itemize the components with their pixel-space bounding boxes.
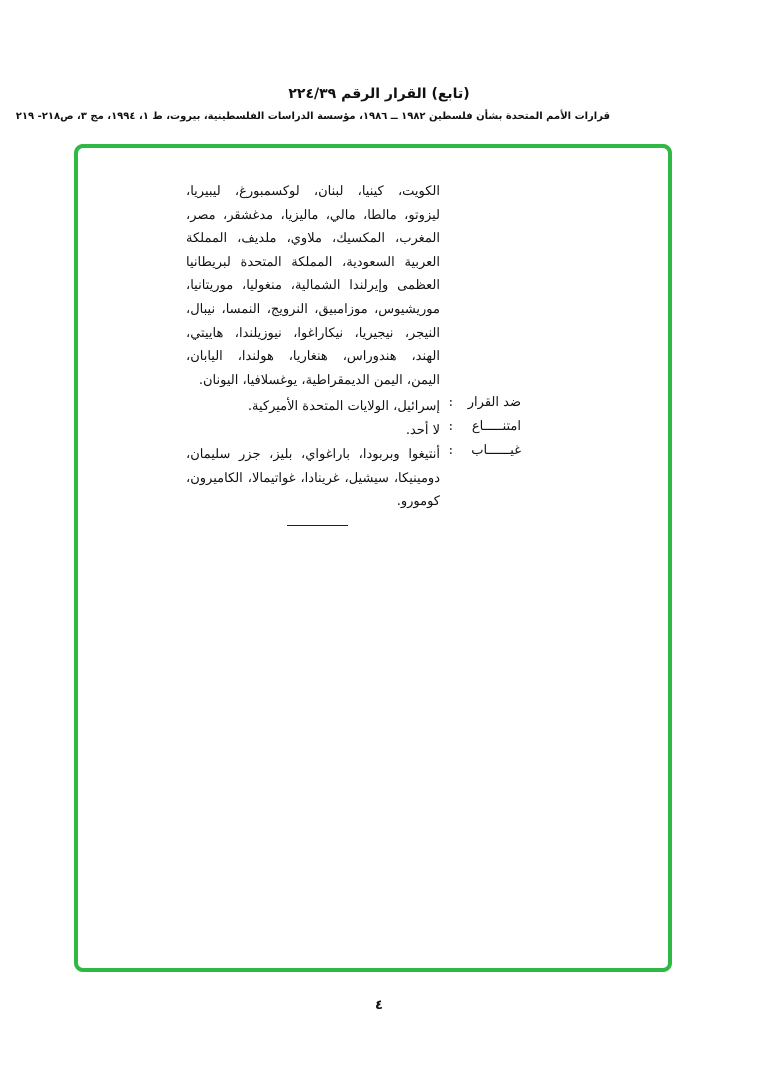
vote-colon: :: [448, 443, 453, 458]
vote-label-against: ضد القرار: [467, 395, 521, 410]
vote-label-abstain: امتنـــــاع: [471, 419, 521, 434]
country-list-line: الهند، هندوراس، هنغاريا، هولندا، اليابان،: [186, 349, 440, 365]
absent-list-line: أنتيغوا وبربودا، باراغواي، بليز، جزر سليمان،: [186, 447, 440, 462]
source-citation: قرارات الأمم المتحدة بشأن فلسطين ١٩٨٢ ــ ١٩٨٦، مؤسسة الدراسات الفلسطينية، بيروت، ط ١، ١٩٩٤، مج ٣، ص٢١٨- ٢١٩: [15, 111, 610, 122]
country-list-line: العظمى وإيرلندا الشمالية، منغوليا، موريتانيا،: [186, 278, 440, 294]
vote-value-abstain: لا أحد.: [405, 423, 440, 438]
country-list-line: اليمن، اليمن الديمقراطية، يوغسلافيا، اليونان.: [198, 372, 440, 388]
vote-value-absent: [186, 443, 440, 514]
country-list-line: النيجر، نيجيريا، نيكاراغوا، نيوزيلندا، هاييتي،: [186, 325, 440, 341]
end-divider: [287, 525, 348, 526]
page-header-title: (تابع) القرار الرقم ٢٢٤/٣٩: [288, 86, 470, 102]
vote-row-abstain: [186, 419, 521, 443]
vote-colon: :: [448, 395, 453, 410]
vote-value-against: إسرائيل، الولايات المتحدة الأميركية.: [247, 399, 440, 414]
country-list-line: الكويت، كينيا، لبنان، لوكسمبورغ، ليبيريا،: [186, 184, 440, 199]
vote-colon: :: [448, 419, 453, 434]
country-list-line: العربية السعودية، المملكة المتحدة لبريطانيا: [186, 254, 440, 270]
page-number: ٤: [375, 998, 383, 1013]
absent-list-line: كومورو.: [396, 494, 440, 510]
country-list-line: المغرب، المكسيك، ملاوي، ملديف، المملكة: [186, 231, 440, 247]
in-favour-country-list: [186, 180, 440, 392]
vote-row-absent: [186, 443, 521, 515]
absent-list-line: دومينيكا، سيشيل، غرينادا، غواتيمالا، الكاميرون،: [186, 470, 440, 486]
country-list-line: ليزوتو، مالطا، مالي، ماليزيا، مدغشقر، مصر،: [186, 207, 440, 223]
vote-row-against: [186, 395, 521, 419]
vote-label-absent: غيــــــاب: [471, 443, 521, 458]
country-list-line: موريشيوس، موزامبيق، النرويج، النمسا، نيبال،: [186, 301, 440, 317]
